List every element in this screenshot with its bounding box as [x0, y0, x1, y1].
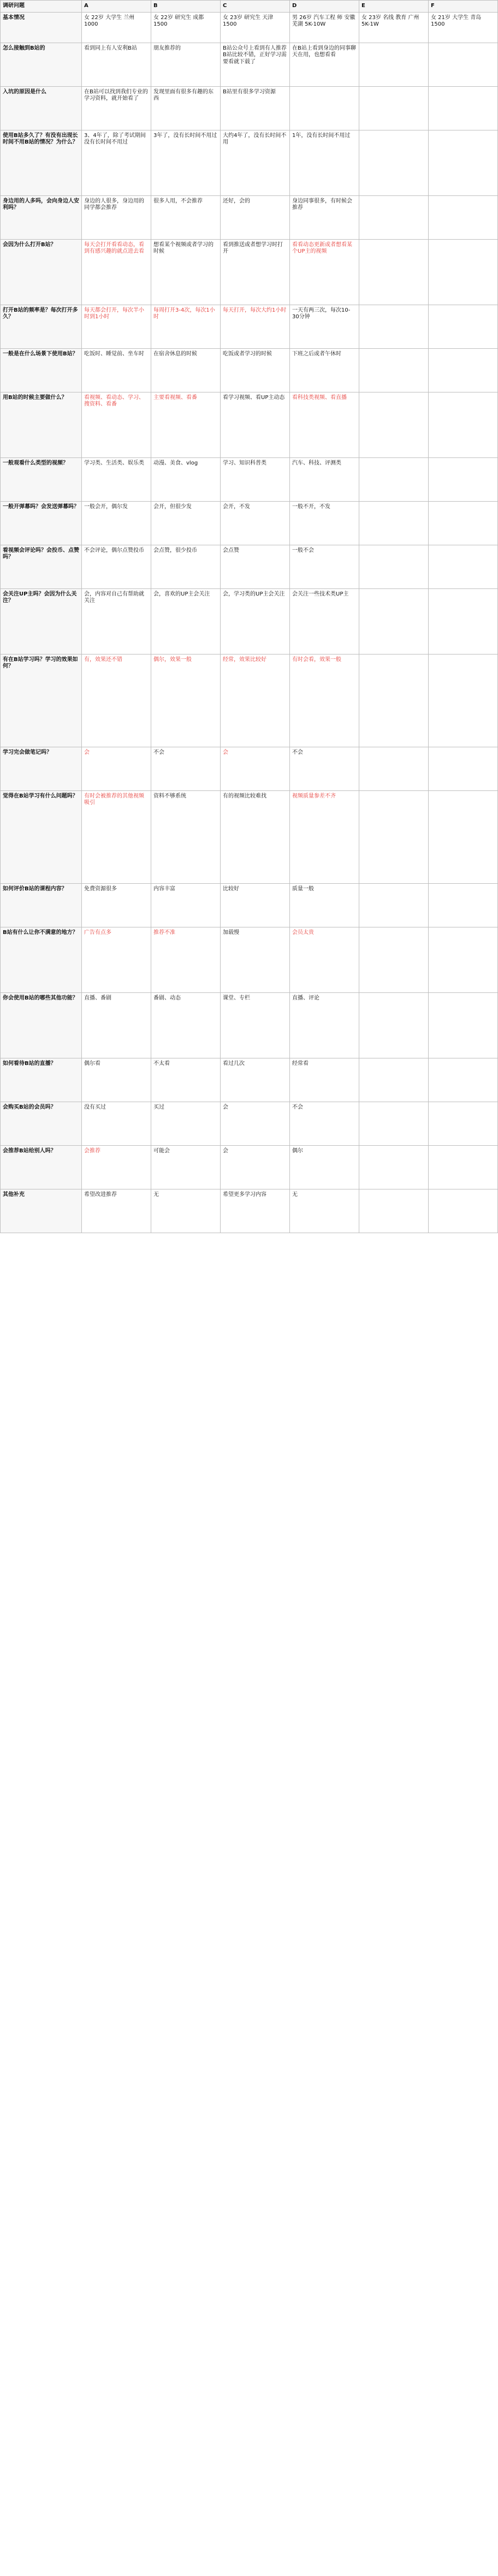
answer-a: 每天都会打开，每次半小时到1小时	[82, 305, 151, 348]
answer-c: 会点赞	[221, 545, 290, 588]
question-cell: 身边用的人多吗，会向身边人安利吗？	[1, 195, 82, 239]
answer-e	[359, 927, 429, 992]
answer-d: 一般不会	[290, 545, 359, 588]
table-row	[1, 457, 498, 501]
header-col-a: A	[82, 1, 151, 13]
table-row	[1, 239, 498, 305]
answer-c: 会	[221, 1102, 290, 1145]
respondent-d: 男 26岁 汽车工程 师 安徽 芜湖 5K-10W	[290, 12, 359, 43]
answer-a: 在B站可以找到我们专业的学习资料，就开始看了	[82, 86, 151, 130]
answer-c: 学习、知识科普类	[221, 457, 290, 501]
answer-a: 会，内容对自己有帮助就关注	[82, 588, 151, 654]
table-row	[1, 747, 498, 790]
answer-a: 3、4年了，除了考试期间没有长时间不用过	[82, 130, 151, 195]
table-row	[1, 305, 498, 348]
table-row	[1, 1058, 498, 1102]
answer-f	[429, 1145, 498, 1189]
answer-c: 会	[221, 747, 290, 790]
table-row	[1, 195, 498, 239]
answer-e	[359, 790, 429, 883]
answer-f	[429, 86, 498, 130]
answer-e	[359, 1058, 429, 1102]
question-cell: 一般是在什么场景下使用B站？	[1, 348, 82, 392]
answer-d: 无	[290, 1189, 359, 1233]
header-col-f: F	[429, 1, 498, 13]
answer-c: 每天打开，每次大约1小时	[221, 305, 290, 348]
answer-e	[359, 588, 429, 654]
answer-a: 会	[82, 747, 151, 790]
table-row	[1, 927, 498, 992]
answer-d: 视频质量参差不齐	[290, 790, 359, 883]
table-row	[1, 883, 498, 927]
answer-a: 看到同上有人安利B站	[82, 43, 151, 86]
answer-e	[359, 348, 429, 392]
answer-f	[429, 927, 498, 992]
answer-e	[359, 392, 429, 457]
answer-a: 每天会打开看看动态，看到有感兴趣的就点进去看	[82, 239, 151, 305]
question-cell: 如何评价B站的课程内容？	[1, 883, 82, 927]
answer-b: 朋友推荐的	[151, 43, 221, 86]
answer-f	[429, 654, 498, 747]
answer-b: 不会	[151, 747, 221, 790]
answer-e	[359, 1145, 429, 1189]
answer-d: 质量一般	[290, 883, 359, 927]
answer-e	[359, 883, 429, 927]
answer-a: 学习类、生活类、娱乐类	[82, 457, 151, 501]
answer-e	[359, 239, 429, 305]
answer-f	[429, 195, 498, 239]
answer-e	[359, 195, 429, 239]
question-cell: B站有什么让你不满意的地方？	[1, 927, 82, 992]
answer-d: 不会	[290, 747, 359, 790]
answer-c: 看学习视频、看UP主动态	[221, 392, 290, 457]
answer-d: 在B站上看到身边的同事聊天在用，也想看看	[290, 43, 359, 86]
question-cell: 会推荐B站给别人吗？	[1, 1145, 82, 1189]
survey-table-head	[1, 1, 498, 43]
question-cell: 会关注UP主吗？会因为什么关注？	[1, 588, 82, 654]
answer-b: 想看某个视频或者学习的时候	[151, 239, 221, 305]
respondent-label: 基本情况	[1, 12, 82, 43]
question-cell: 有在B站学习吗？学习的效果如何？	[1, 654, 82, 747]
question-cell: 入坑的原因是什么	[1, 86, 82, 130]
header-col-e: E	[359, 1, 429, 13]
answer-d: 看看动态更新或者想看某个UP主的视频	[290, 239, 359, 305]
answer-f	[429, 392, 498, 457]
answer-a: 身边的人很多，身边用的同学都会推荐	[82, 195, 151, 239]
answer-b: 内容丰富	[151, 883, 221, 927]
question-cell: 怎么接触到B站的	[1, 43, 82, 86]
answer-b: 3年了，没有长时间不用过	[151, 130, 221, 195]
answer-a: 有，效果还不错	[82, 654, 151, 747]
question-cell: 用B站的时候主要做什么？	[1, 392, 82, 457]
respondent-e: 女 23岁 名线 教育 广州 5K-1W	[359, 12, 429, 43]
answer-f	[429, 130, 498, 195]
answer-e	[359, 1102, 429, 1145]
answer-c: 有的视频比较难找	[221, 790, 290, 883]
answer-b: 每周打开3-4次，每次1小时	[151, 305, 221, 348]
question-cell: 会因为什么打开B站？	[1, 239, 82, 305]
answer-a: 没有买过	[82, 1102, 151, 1145]
answer-d: 一般不开，不发	[290, 501, 359, 545]
answer-d: 1年，没有长时间不用过	[290, 130, 359, 195]
question-cell: 如何看待B站的直播？	[1, 1058, 82, 1102]
answer-a: 广告有点多	[82, 927, 151, 992]
answer-e	[359, 86, 429, 130]
table-row	[1, 348, 498, 392]
answer-d: 一天有两三次，每次10-30分钟	[290, 305, 359, 348]
answer-e	[359, 43, 429, 86]
answer-f	[429, 1102, 498, 1145]
answer-c: 会开，不发	[221, 501, 290, 545]
answer-b: 偶尔，效果一般	[151, 654, 221, 747]
answer-c: 吃饭或者学习的时候	[221, 348, 290, 392]
answer-a: 看视频、看动态、学习、搜资料、看番	[82, 392, 151, 457]
answer-b: 会点赞，很少投币	[151, 545, 221, 588]
answer-f	[429, 501, 498, 545]
answer-e	[359, 545, 429, 588]
answer-d: 偶尔	[290, 1145, 359, 1189]
answer-c: B站公众号上看到有人推荐B站比较不错，正好学习需要看就下载了	[221, 43, 290, 86]
answer-e	[359, 501, 429, 545]
answer-b: 无	[151, 1189, 221, 1233]
table-row	[1, 1145, 498, 1189]
table-row	[1, 130, 498, 195]
answer-c: B站里有很多学习资源	[221, 86, 290, 130]
table-row	[1, 1102, 498, 1145]
answer-e	[359, 130, 429, 195]
answer-d	[290, 86, 359, 130]
answer-c: 大约4年了，没有长时间不用	[221, 130, 290, 195]
survey-table	[0, 0, 498, 1233]
answer-b: 番剧、动态	[151, 992, 221, 1058]
answer-b: 主要看视频、看番	[151, 392, 221, 457]
answer-e	[359, 305, 429, 348]
table-row	[1, 501, 498, 545]
answer-a: 希望改进推荐	[82, 1189, 151, 1233]
answer-f	[429, 1058, 498, 1102]
answer-f	[429, 588, 498, 654]
survey-table-body	[1, 43, 498, 1233]
answer-e	[359, 747, 429, 790]
answer-a: 不会评论，偶尔点赞投币	[82, 545, 151, 588]
answer-f	[429, 1189, 498, 1233]
answer-e	[359, 457, 429, 501]
answer-f	[429, 239, 498, 305]
answer-c: 经常，效果比较好	[221, 654, 290, 747]
question-cell: 学习完会做笔记吗？	[1, 747, 82, 790]
answer-c: 希望更多学习内容	[221, 1189, 290, 1233]
question-cell: 看视频会评论吗？会投币、点赞吗？	[1, 545, 82, 588]
respondent-b: 女 22岁 研究生 成都 1500	[151, 12, 221, 43]
answer-b: 不太看	[151, 1058, 221, 1102]
answer-d: 有时会看，效果一般	[290, 654, 359, 747]
answer-b: 很多人用，不会推荐	[151, 195, 221, 239]
question-cell: 一般观看什么类型的视频？	[1, 457, 82, 501]
respondent-c: 女 23岁 研究生 天津 1500	[221, 12, 290, 43]
answer-b: 动漫、美食、vlog	[151, 457, 221, 501]
answer-f	[429, 457, 498, 501]
answer-c: 看过几次	[221, 1058, 290, 1102]
table-row	[1, 545, 498, 588]
answer-d: 看科技类视频、看直播	[290, 392, 359, 457]
answer-b: 推荐不准	[151, 927, 221, 992]
answer-c: 会	[221, 1145, 290, 1189]
answer-d: 会员太贵	[290, 927, 359, 992]
header-col-c: C	[221, 1, 290, 13]
table-row	[1, 86, 498, 130]
answer-f	[429, 992, 498, 1058]
answer-d: 会关注一些技术类UP主	[290, 588, 359, 654]
respondent-f: 女 21岁 大学生 青岛 1500	[429, 12, 498, 43]
answer-b: 可能会	[151, 1145, 221, 1189]
answer-b: 资料不够系统	[151, 790, 221, 883]
answer-b: 买过	[151, 1102, 221, 1145]
answer-b: 会开，但很少发	[151, 501, 221, 545]
answer-e	[359, 992, 429, 1058]
answer-d: 直播、评论	[290, 992, 359, 1058]
question-cell: 使用B站多久了？有没有出现长时间不用B站的情况？为什么？	[1, 130, 82, 195]
question-cell: 一般开弹幕吗？会发送弹幕吗？	[1, 501, 82, 545]
question-cell: 会购买B站的会员吗？	[1, 1102, 82, 1145]
answer-d: 下班之后或者午休时	[290, 348, 359, 392]
respondent-a: 女 22岁 大学生 兰州 1000	[82, 12, 151, 43]
answer-f	[429, 348, 498, 392]
table-row	[1, 392, 498, 457]
table-row	[1, 992, 498, 1058]
answer-a: 偶尔看	[82, 1058, 151, 1102]
answer-a: 免费资源很多	[82, 883, 151, 927]
answer-d: 身边同事很多，有时候会推荐	[290, 195, 359, 239]
answer-e	[359, 1189, 429, 1233]
answer-a: 直播、番剧	[82, 992, 151, 1058]
header-col-d: D	[290, 1, 359, 13]
answer-c: 看到推送或者想学习时打开	[221, 239, 290, 305]
answer-f	[429, 305, 498, 348]
question-cell: 你会使用B站的哪些其他功能？	[1, 992, 82, 1058]
answer-a: 吃饭时、睡觉前、坐车时	[82, 348, 151, 392]
table-row	[1, 790, 498, 883]
answer-d: 汽车、科技、评测类	[290, 457, 359, 501]
question-cell: 其他补充	[1, 1189, 82, 1233]
answer-f	[429, 883, 498, 927]
answer-f	[429, 545, 498, 588]
answer-b: 在宿舍休息的时候	[151, 348, 221, 392]
table-row	[1, 1189, 498, 1233]
answer-a: 一般会开，偶尔发	[82, 501, 151, 545]
question-cell: 打开B站的频率是？每次打开多久？	[1, 305, 82, 348]
answer-f	[429, 747, 498, 790]
question-cell: 觉得在B站学习有什么问题吗？	[1, 790, 82, 883]
survey-header-row	[1, 1, 498, 13]
answer-f	[429, 43, 498, 86]
answer-e	[359, 654, 429, 747]
answer-d: 不会	[290, 1102, 359, 1145]
answer-c: 会，学习类的UP主会关注	[221, 588, 290, 654]
answer-c: 还好，会的	[221, 195, 290, 239]
answer-c: 课堂、专栏	[221, 992, 290, 1058]
answer-a: 会推荐	[82, 1145, 151, 1189]
answer-c: 加载慢	[221, 927, 290, 992]
answer-b: 会，喜欢的UP主会关注	[151, 588, 221, 654]
header-col-b: B	[151, 1, 221, 13]
answer-f	[429, 790, 498, 883]
header-question: 调研问题	[1, 1, 82, 13]
answer-d: 经常看	[290, 1058, 359, 1102]
table-row	[1, 588, 498, 654]
answer-a: 有时会被推荐的其他视频吸引	[82, 790, 151, 883]
respondent-row	[1, 12, 498, 43]
table-row	[1, 654, 498, 747]
answer-b: 发现里面有很多有趣的东西	[151, 86, 221, 130]
answer-c: 比较好	[221, 883, 290, 927]
table-row	[1, 43, 498, 86]
